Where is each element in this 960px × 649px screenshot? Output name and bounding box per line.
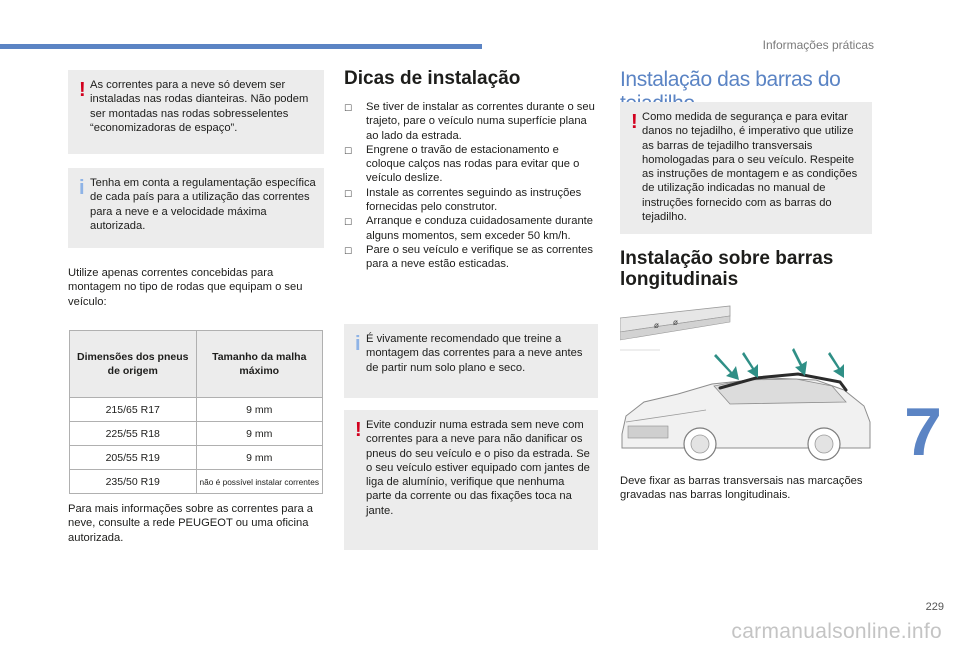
- info-text: É vivamente recomendado que treine a montagem das correntes para a neve antes de partir num solo plano e seco.: [366, 333, 583, 374]
- info-box: [344, 324, 598, 398]
- watermark: carmanualsonline.info: [731, 620, 942, 643]
- step-text: Arranque e conduza cuidadosamente durante alguns momentos, sem exceder 50 km/h.: [366, 215, 594, 242]
- warning-text: Como medida de segurança e para evitar danos no tejadilho, é imperativo que utilize as barras de tejadilho transversais homologadas para o seu veículo. Respeite as instruções de montagem e as condições de utilização indicadas no manual de instruções fornecido com as barras do tejadilho.: [642, 111, 858, 224]
- step-text: Engrene o travão de estacionamento e coloque calços nas rodas para evitar que o veículo deslize.: [366, 143, 580, 185]
- warning-text: As correntes para a neve só devem ser instaladas nas rodas dianteiras. Não podem ser montadas nas rodas sobresselentes “economizadoras de espaço”.: [90, 79, 309, 134]
- roof-bars-illustration: [620, 298, 872, 464]
- step-text: Pare o seu veículo e verifique se as correntes para a neve estão esticadas.: [366, 243, 593, 271]
- exclamation-icon: !: [631, 111, 638, 133]
- list-item: [344, 143, 598, 186]
- table-row: [70, 446, 323, 470]
- car-drawing: [622, 374, 870, 460]
- info-i-icon: i: [79, 177, 85, 199]
- list-item: [344, 214, 598, 243]
- warning-box: [68, 70, 324, 154]
- tyre-size-cell: 215/65 R17: [70, 398, 197, 422]
- table-row: [70, 422, 323, 446]
- column-header: Dimensões dos pneus de origem: [70, 331, 197, 398]
- warning-box: [344, 410, 598, 550]
- section-title: Informações práticas: [762, 38, 874, 52]
- exclamation-icon: !: [79, 79, 86, 101]
- mesh-size-cell: não é possível instalar correntes: [196, 470, 323, 494]
- mesh-size-cell: 9 mm: [196, 446, 323, 470]
- table-row: [70, 470, 323, 494]
- rail-detail: [620, 298, 730, 350]
- list-item: [344, 100, 598, 143]
- exclamation-icon: !: [355, 419, 362, 441]
- step-text: Instale as correntes seguindo as instruções fornecidas pelo construtor.: [366, 186, 582, 214]
- list-item: [344, 186, 598, 215]
- svg-text:ø: ø: [654, 321, 659, 330]
- tyre-size-cell: 205/55 R19: [70, 446, 197, 470]
- page-number: 229: [925, 601, 944, 613]
- warning-box: [620, 102, 872, 234]
- step-text: Se tiver de instalar as correntes durante o seu trajeto, pare o veículo numa superfície plana ao lado da estrada.: [366, 101, 595, 142]
- svg-text:ø: ø: [673, 318, 678, 327]
- longitudinal-bars-subtitle: Instalação sobre barras longitudinais: [620, 248, 834, 290]
- roof-bars-caption: Deve fixar as barras transversais nas marcações gravadas nas barras longitudinais.: [620, 475, 863, 502]
- chain-size-table: [69, 330, 323, 494]
- tyre-size-cell: 225/55 R18: [70, 422, 197, 446]
- chains-intro: Utilize apenas correntes concebidas para montagem no tipo de rodas que equipam o seu veículo:: [68, 267, 303, 308]
- installation-tips-title: Dicas de instalação: [344, 68, 521, 89]
- column-header: Tamanho da malha máximo: [196, 331, 323, 398]
- table-row: [70, 398, 323, 422]
- table-header-row: [70, 331, 323, 398]
- tyre-size-cell: 235/50 R19: [70, 470, 197, 494]
- installation-steps-list: [344, 100, 598, 272]
- arrow-icon: [792, 348, 807, 376]
- checkbox-bullet-icon: ☐: [344, 103, 353, 113]
- checkbox-bullet-icon: ☐: [344, 145, 353, 156]
- arrow-icon: [742, 352, 758, 378]
- info-i-icon: i: [355, 333, 361, 355]
- header-accent-bar: [0, 44, 482, 49]
- dealer-note: Para mais informações sobre as correntes para a neve, consulte a rede PEUGEOT ou uma oficina autorizada.: [68, 503, 313, 544]
- info-text: Tenha em conta a regulamentação específica de cada país para a utilização das correntes para a neve e a velocidade máxima autorizada.: [90, 177, 316, 232]
- arrow-icon: [714, 354, 739, 380]
- roof-bars-title: Instalação das barras do: [620, 68, 841, 91]
- mesh-size-cell: 9 mm: [196, 422, 323, 446]
- list-item: [344, 243, 598, 272]
- arrow-icon: [828, 352, 844, 378]
- checkbox-bullet-icon: ☐: [344, 245, 353, 256]
- checkbox-bullet-icon: ☐: [344, 188, 353, 199]
- checkbox-bullet-icon: ☐: [344, 217, 353, 228]
- info-box: [68, 168, 324, 248]
- chapter-number: 7: [904, 394, 942, 470]
- warning-text: Evite conduzir numa estrada sem neve com correntes para a neve para não danificar os pneus do seu veículo e o piso da estrada. Se o seu veículo estiver equipado com jantes de liga de alumínio, verifique que nenhuma parte da corrente ou das fixações toca na jante.: [366, 419, 590, 517]
- mesh-size-cell: 9 mm: [196, 398, 323, 422]
